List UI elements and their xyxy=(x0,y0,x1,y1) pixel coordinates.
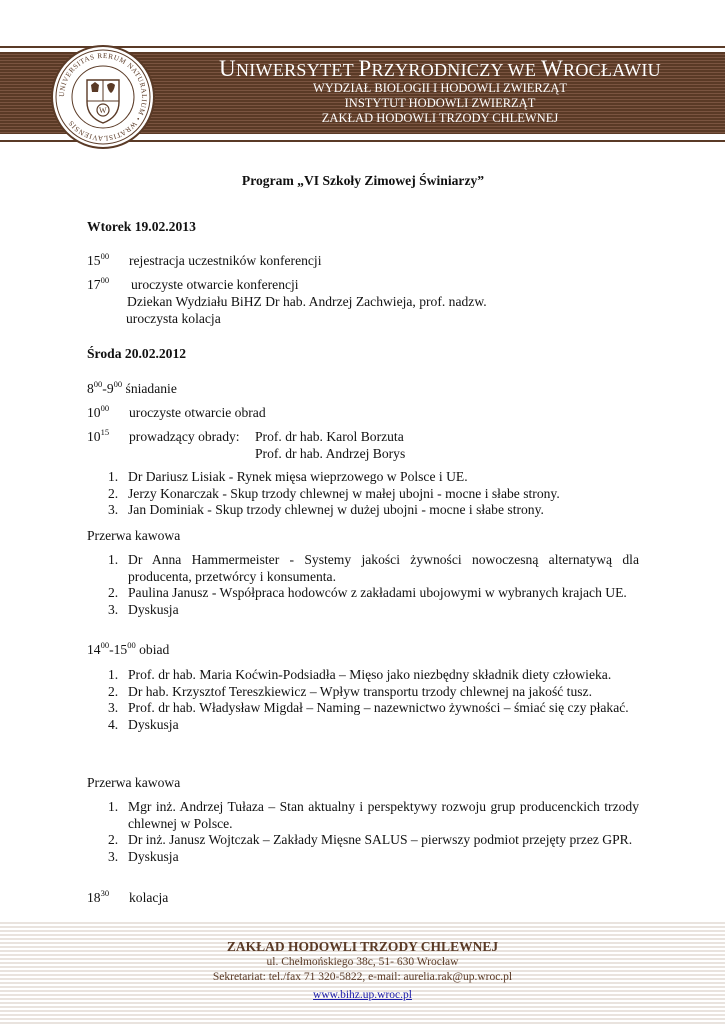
list-item: 1. Prof. dr hab. Maria Koćwin-Podsiadła – Mięso jako niezbędny składnik diety człowieka. xyxy=(108,667,612,682)
list-item: 3. Dyskusja xyxy=(108,848,179,864)
lunch: $14^{00}-15^{00}$ obiad xyxy=(87,640,170,657)
day1-opening-time: $17^{00}$ xyxy=(87,275,110,292)
university-name: UNIWERSYTET PRZYRODNICZY WE WROCŁAWIU xyxy=(219,56,661,81)
university-seal xyxy=(51,45,155,149)
day2-breakfast: $8^{00}-9^{00}$ śniadanie xyxy=(87,379,177,396)
dinner-time: $18^{30}$ xyxy=(87,888,110,905)
institute-name: INSTYTUT HODOWLI ZWIERZĄT xyxy=(344,96,536,110)
day2-opening-text: uroczyste otwarcie obrad xyxy=(129,405,266,420)
footer-contact: Sekretariat: tel./fax 71 320-5822, e-mail: aurelia.rak@up.wroc.pl xyxy=(212,971,513,983)
day1-registration-text: rejestracja uczestników konferencji xyxy=(129,253,322,268)
faculty-name: WYDZIAŁ BIOLOGII I HODOWLI ZWIERZĄT xyxy=(312,81,568,95)
list-item: 2. Jerzy Konarczak - Skup trzody chlewnej w małej ubojni - mocne i słabe strony. xyxy=(108,485,560,501)
header-text xyxy=(170,58,710,126)
day1-opening-text: uroczyste otwarcie konferencji xyxy=(131,277,299,292)
day1-heading: Wtorek 19.02.2013 xyxy=(87,219,196,234)
page-title: Program „VI Szkoły Zimowej Świniarzy” xyxy=(241,173,485,188)
footer xyxy=(0,938,725,1003)
session2-list xyxy=(87,552,639,618)
list-item: 1. Dr Dariusz Lisiak - Rynek mięsa wieprzowego w Polsce i UE. xyxy=(108,469,468,484)
list-item: 1. Mgr inż. Andrzej Tułaza – Stan aktualny i perspektywy rozwoju grup producenckich trzody chlewnej w Polsce. xyxy=(108,799,639,831)
list-item: 3. Jan Dominiak - Skup trzody chlewnej w dużej ubojni - mocne i słabe strony. xyxy=(108,502,544,517)
list-item: 4. Dyskusja xyxy=(108,716,179,732)
session1-list xyxy=(87,469,639,519)
dinner-text: kolacja xyxy=(129,890,169,905)
seal-emblem-icon xyxy=(53,47,153,147)
list-item: 2. Dr inż. Janusz Wojtczak – Zakłady Mięsne SALUS – pierwszy podmiot przejęty przez GPR. xyxy=(108,832,633,847)
svg-text:W: W xyxy=(99,106,107,115)
list-item: 2. Paulina Janusz - Współpraca hodowców z zakładami ubojowymi w wybranych krajach UE. xyxy=(108,585,627,600)
list-item: 1. Dr Anna Hammermeister - Systemy jakości żywności nowoczesną alternatywą dla producenta, przetwórcy i konsumenta. xyxy=(108,552,639,584)
session4-list xyxy=(87,799,639,865)
footer-department: ZAKŁAD HODOWLI TRZODY CHLEWNEJ xyxy=(226,939,499,954)
day2-opening-time: $10^{00}$ xyxy=(87,403,110,420)
session3-list xyxy=(87,667,639,733)
coffee-break-1: Przerwa kawowa xyxy=(87,528,181,543)
day2-chair-time: $10^{15}$ xyxy=(87,427,110,444)
coffee-break-2: Przerwa kawowa xyxy=(87,775,181,790)
list-item: 2. Dr hab. Krzysztof Tereszkiewicz – Wpływ transportu trzody chlewnej na jakość tusz. xyxy=(108,683,592,699)
day1-opening-speaker: Dziekan Wydziału BiHZ Dr hab. Andrzej Zachwieja, prof. nadzw. xyxy=(127,294,487,309)
footer-website-link[interactable]: www.bihz.up.wroc.pl xyxy=(313,989,412,1001)
day1-dinner: uroczysta kolacja xyxy=(126,311,221,326)
seal-text: UNIVERSITAS RERUM NATURALIUM • WRATISLAVIENSIS xyxy=(57,51,149,143)
day1-registration-time: $15^{00}$ xyxy=(87,251,110,268)
day2-chair-2: Prof. dr hab. Andrzej Borys xyxy=(255,446,406,461)
department-name: ZAKŁAD HODOWLI TRZODY CHLEWNEJ xyxy=(321,111,559,125)
list-item: 3. Dyskusja xyxy=(108,601,179,617)
footer-address: ul. Chełmońskiego 38c, 51- 630 Wrocław xyxy=(266,956,459,968)
list-item: 3. Prof. dr hab. Władysław Migdał – Naming – nazewnictwo żywności – śmiać się czy płakać. xyxy=(108,700,629,715)
day2-chair-1: Prof. dr hab. Karol Borzuta xyxy=(255,429,404,444)
day2-chair-label: prowadzący obrady: xyxy=(129,429,240,444)
day2-heading: Środa 20.02.2012 xyxy=(87,346,187,361)
